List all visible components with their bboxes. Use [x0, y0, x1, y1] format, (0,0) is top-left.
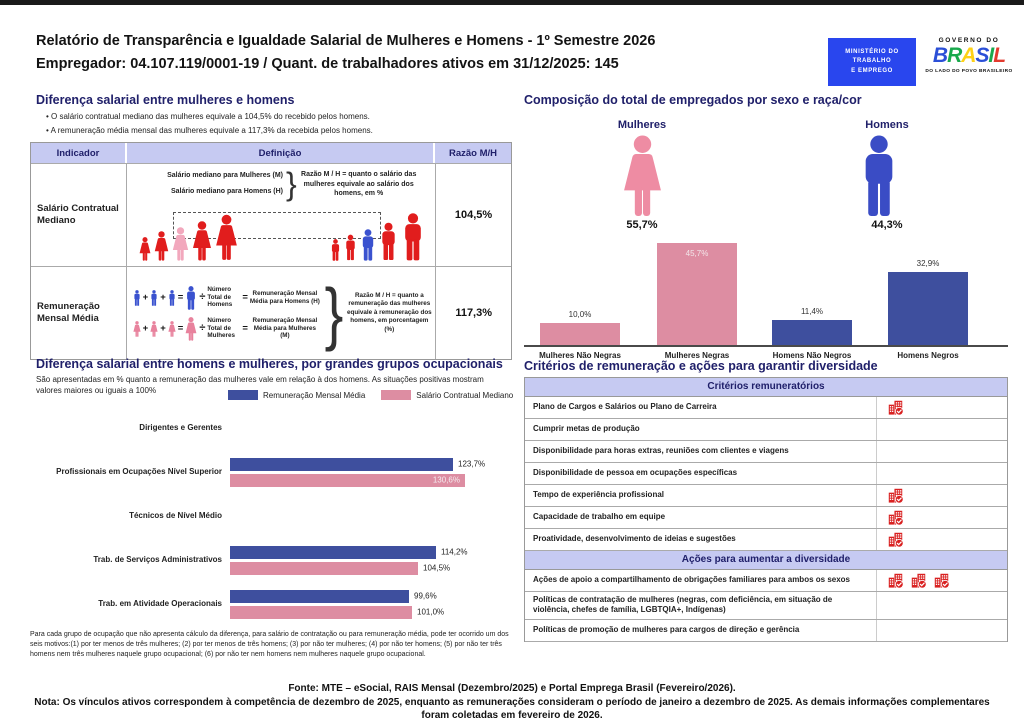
occupation-bar — [230, 546, 468, 559]
criteria-table — [524, 377, 1008, 642]
bar-category-label: Mulheres Negras — [664, 351, 730, 360]
criteria-label: Proatividade, desenvolvimento de ideias e sugestões — [525, 529, 877, 550]
male-figure-icon — [401, 213, 425, 261]
female-figure-icon — [133, 321, 141, 337]
mte-logo-line: MINISTÉRIO DO — [845, 48, 899, 55]
occupational-footnote: Para cada grupo de ocupação que não apresenta cálculo da diferença, para salário de contratação ou para remuneração média, pode ter ocorrido um dos seis motivos:(1) por ter menos de três mulheres; (2) por ter menos de três homens; (3) por não ter mulheres; (4) por não ter homens; (5) por não ter três homens nem três mulheres naquele grupo ocupacional; (6) por não ter nem homens nem mulheres naquele grupo ocupacional. — [30, 631, 509, 659]
ratio-value: 117,3% — [435, 267, 511, 359]
occupation-label: Dirigentes e Gerentes — [139, 423, 222, 432]
mte-logo-line: TRABALHO — [852, 58, 892, 65]
composition-bar — [657, 243, 737, 345]
criteria-row — [525, 463, 1007, 485]
male-figure-icon — [133, 290, 141, 306]
mte-logo-line: E EMPREGO — [851, 67, 893, 74]
median-women-line: Salário mediano para Mulheres (M) — [167, 172, 283, 179]
company-check-icon — [887, 399, 904, 416]
criteria-section-header: Critérios remuneratórios — [525, 378, 1007, 397]
composition-bar — [772, 320, 852, 345]
plus-op: + — [160, 291, 166, 303]
criteria-label: Disponibilidade de pessoa em ocupações específicas — [525, 463, 877, 484]
plus-op: + — [160, 322, 166, 334]
occupation-row — [30, 450, 512, 494]
legend-item-mensal-media — [228, 390, 365, 400]
occupation-label: Profissionais em Ocupações Nível Superior — [56, 467, 222, 476]
chart-baseline — [524, 345, 1008, 347]
definition-cell — [127, 164, 435, 266]
male-figure-icon — [379, 222, 398, 261]
bar-value-label: 104,5% — [423, 563, 451, 573]
criteria-marks — [877, 570, 1007, 591]
criteria-row — [525, 485, 1007, 507]
bar-value-label: 45,7% — [685, 249, 709, 258]
composition-bar — [540, 323, 620, 345]
criteria-row — [525, 397, 1007, 419]
woman-icon — [622, 135, 663, 217]
mulheres-label: Mulheres — [617, 119, 667, 131]
company-check-icon — [933, 572, 950, 589]
equals-op: = — [177, 322, 184, 334]
homens-percentage: 44,3% — [871, 219, 903, 231]
criteria-label: Plano de Cargos e Salários ou Plano de Carreira — [525, 397, 877, 418]
definition-cell — [127, 267, 436, 359]
occupation-bar — [230, 590, 437, 603]
male-figure-icon — [185, 286, 197, 310]
equals-op: = — [242, 291, 248, 303]
female-figure-icon — [168, 321, 176, 337]
criteria-row — [525, 592, 1007, 620]
criteria-marks — [877, 592, 1007, 619]
criteria-label: Disponibilidade para horas extras, reuniões com clientes e viagens — [525, 441, 877, 462]
female-figure-icon — [185, 317, 197, 341]
men-result-label: Remuneração Mensal Média para Homens (H) — [249, 289, 320, 305]
criteria-row — [525, 529, 1007, 551]
company-check-icon — [910, 572, 927, 589]
women-figures-group — [139, 214, 238, 261]
female-figure-icon — [192, 221, 212, 261]
criteria-label: Ações de apoio a compartilhamento de obrigações familiares para ambos os sexos — [525, 570, 877, 591]
occupation-bar — [230, 606, 445, 619]
occupational-bar-chart — [30, 406, 512, 626]
equals-op: = — [242, 322, 248, 334]
header-definicao: Definição — [127, 143, 435, 163]
chart-legend — [228, 390, 513, 400]
divide-op: ÷ — [199, 321, 206, 334]
homens-label: Homens — [865, 119, 909, 131]
criteria-label: Políticas de promoção de mulheres para cargos de direção e gerência — [525, 620, 877, 641]
governo-brasil-logo — [924, 37, 1014, 74]
criteria-marks — [877, 463, 1007, 484]
equals-op: = — [177, 291, 184, 303]
occupation-row — [30, 538, 512, 582]
salary-diff-heading: Diferença salarial entre mulheres e homens — [36, 93, 295, 107]
company-check-icon — [887, 509, 904, 526]
salary-indicator-table — [30, 142, 512, 360]
female-figure-icon — [154, 231, 169, 261]
report-title: Relatório de Transparência e Igualdade Salarial de Mulheres e Homens - 1º Semestre 2026 — [36, 33, 656, 49]
occupation-bar — [230, 458, 486, 471]
brace-glyph: } — [324, 273, 344, 352]
composition-heading: Composição do total de empregados por sexo e raça/cor — [524, 93, 862, 107]
criteria-row — [525, 419, 1007, 441]
bar-category-label: Homens Negros — [897, 351, 959, 360]
occupation-label: Técnicos de Nível Médio — [129, 511, 222, 520]
bar-value-label: 10,0% — [568, 310, 592, 319]
company-check-icon — [887, 531, 904, 548]
women-result-label: Remuneração Mensal Média para Mulheres (M) — [252, 317, 318, 340]
occupation-row — [30, 582, 512, 626]
top-border — [0, 0, 1024, 5]
occupation-row — [30, 494, 512, 538]
legend-label: Remuneração Mensal Média — [263, 390, 366, 400]
criteria-marks — [877, 507, 1007, 528]
plus-op: + — [142, 322, 149, 334]
criteria-section-header: Ações para aumentar a diversidade — [525, 551, 1007, 570]
criteria-label: Tempo de experiência profissional — [525, 485, 877, 506]
governo-do-text: GOVERNO DO — [938, 37, 1000, 44]
criteria-label: Capacidade de trabalho em equipe — [525, 507, 877, 528]
male-figure-icon — [330, 239, 341, 261]
mulheres-percentage: 55,7% — [626, 219, 658, 231]
bar-value-label: 123,7% — [458, 459, 486, 469]
brace-glyph: } — [286, 166, 297, 203]
criteria-row — [525, 570, 1007, 592]
source-line: Fonte: MTE – eSocial, RAIS Mensal (Dezembro/2025) e Portal Emprega Brasil (Fevereiro/2026). — [288, 683, 736, 694]
women-total-label: Número Total de Mulheres — [207, 317, 236, 340]
female-figure-icon — [215, 214, 238, 261]
criteria-marks — [877, 397, 1007, 418]
legend-swatch-pink — [381, 390, 411, 400]
ratio-definition-note: Razão M / H = quanto a remuneração das mulheres equivale à remuneração dos homens, em porcentagem (%) — [346, 291, 432, 333]
occupational-subtitle: São apresentadas em % quanto a remuneração das mulheres vale em relação à dos homens. As situações positivas mostram valores maiores ou iguais a 100% — [36, 375, 484, 395]
female-median-figure-icon — [172, 227, 189, 261]
male-figure-icon — [150, 290, 158, 306]
table-row-salario-mediano — [31, 163, 511, 266]
bar-category-label: Mulheres Não Negras — [539, 351, 621, 360]
occupational-heading: Diferença salarial entre homens e mulheres, por grandes grupos ocupacionais — [36, 357, 503, 371]
note-line: Nota: Os vínculos ativos correspondem à competência de dezembro de 2025, enquanto as remunerações consideram o período de janeiro a dezembro de 2025. As demais informações complementares foram coletadas em fevereiro de 2026. — [34, 697, 990, 721]
plus-op: + — [142, 291, 149, 303]
gov-tagline: DO LADO DO POVO BRASILEIRO — [925, 69, 1013, 74]
criteria-marks — [877, 441, 1007, 462]
median-people-diagram — [139, 211, 425, 261]
men-figures-group — [330, 213, 425, 261]
median-men-line: Salário mediano para Homens (H) — [170, 188, 283, 196]
criteria-marks — [877, 419, 1007, 440]
bar-value-label: 99,6% — [414, 591, 437, 601]
criteria-row — [525, 620, 1007, 642]
brasil-wordmark: BRASIL — [932, 44, 1006, 67]
bar-value-label: 32,9% — [916, 259, 940, 268]
legend-swatch-blue — [228, 390, 258, 400]
company-check-icon — [887, 487, 904, 504]
header-indicador: Indicador — [31, 143, 127, 163]
criteria-label: Cumprir metas de produção — [525, 419, 877, 440]
occupation-row — [30, 406, 512, 450]
legend-item-contratual-mediano — [381, 390, 513, 400]
composition-bar-chart — [524, 235, 1008, 365]
criteria-marks — [877, 529, 1007, 550]
criteria-row — [525, 507, 1007, 529]
bullet-median-salary: • O salário contratual mediano das mulheres equivale a 104,5% do recebido pelos homens. — [46, 112, 370, 121]
male-figure-icon — [168, 290, 176, 306]
indicator-label: Salário Contratual Mediano — [31, 164, 127, 266]
divide-op: ÷ — [199, 290, 206, 303]
employer-subtitle: Empregador: 04.107.119/0001-19 / Quant. de trabalhadores ativos em 31/12/2025: 145 — [36, 56, 619, 72]
legend-label: Salário Contratual Mediano — [416, 390, 514, 400]
table-row-remuneracao-media — [31, 266, 511, 359]
header-razao: Razão M/H — [435, 143, 511, 163]
male-median-figure-icon — [360, 229, 376, 261]
criteria-row — [525, 441, 1007, 463]
bar-value-label: 114,2% — [441, 547, 468, 557]
criteria-label: Políticas de contratação de mulheres (negras, com deficiência, em situação de violência, chefes de família, LGBTQIA+, Indígenas) — [525, 592, 877, 619]
bar-value-label: 101,0% — [417, 607, 445, 617]
men-total-label: Número Total de Homens — [207, 286, 233, 309]
female-figure-icon — [139, 237, 151, 261]
indicator-label: Remuneração Mensal Média — [31, 267, 127, 359]
female-figure-icon — [150, 321, 158, 337]
ministerio-trabalho-logo — [828, 38, 916, 86]
ratio-value: 104,5% — [435, 164, 511, 266]
bullet-mean-remuneration: • A remuneração média mensal das mulheres equivale a 117,3% da recebida pelos homens. — [46, 126, 373, 135]
criteria-marks — [877, 485, 1007, 506]
criteria-marks — [877, 620, 1007, 641]
ratio-definition-note: Razão M / H = quanto o salário das mulheres equivale ao salário dos homens, em % — [301, 171, 417, 197]
criteria-heading: Critérios de remuneração e ações para garantir diversidade — [524, 359, 878, 373]
men-mean-formula — [133, 286, 323, 310]
male-figure-icon — [344, 234, 357, 261]
occupation-label: Trab. de Serviços Administrativos — [93, 555, 222, 564]
bar-category-label: Homens Não Negros — [772, 351, 852, 360]
occupation-bar — [230, 562, 451, 575]
occupation-label: Trab. em Atividade Operacionais — [98, 599, 222, 608]
bar-value-label: 11,4% — [800, 307, 824, 316]
composition-bar — [888, 272, 968, 345]
women-mean-formula — [133, 317, 323, 341]
occupation-bar — [230, 474, 465, 487]
man-icon — [857, 135, 901, 217]
bar-value-label: 130,6% — [432, 475, 460, 485]
company-check-icon — [887, 572, 904, 589]
table-header-row — [31, 143, 511, 163]
